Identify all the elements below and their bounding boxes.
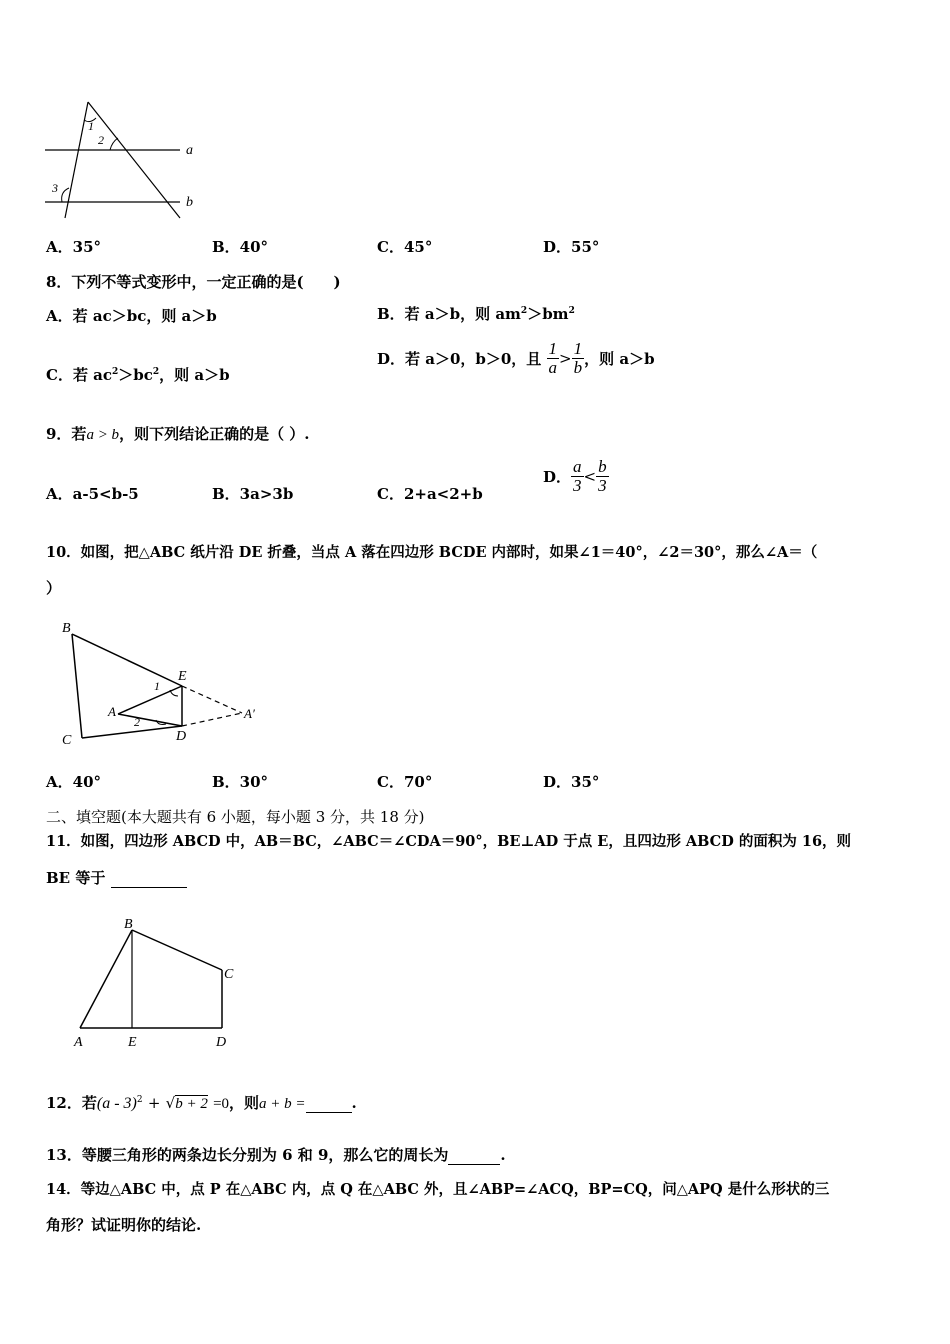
- q9-stem: [46, 423, 310, 444]
- q12-expr-sq: 2: [136, 1095, 143, 1105]
- q9-option-c: C．2+a<2+b: [377, 485, 483, 503]
- q12-answer-blank[interactable]: [306, 1094, 352, 1113]
- q8-d-fraction-1: [547, 340, 560, 377]
- q13-post: .: [500, 1146, 506, 1164]
- q9-option-d: [543, 458, 609, 495]
- label-3: 3: [52, 181, 58, 195]
- q11-line1: 11．如图，四边形 ABCD 中，AB＝BC，∠ABC＝∠CDA＝90°，BE⊥AD 于点 E，且四边形 ABCD 的面积为 16，则: [46, 833, 852, 850]
- q8-c-mid: ＞bc: [118, 366, 153, 384]
- side-be: [72, 634, 182, 686]
- label-a-prime: A′: [244, 706, 255, 721]
- side-ae: [118, 686, 182, 714]
- q8-option-a: A．若 ac＞bc，则 a＞b: [46, 307, 217, 325]
- q12-expr-sqrt: b + 2: [175, 1096, 208, 1112]
- q12-expr-a: (a - 3): [96, 1095, 137, 1112]
- q9-stem-pre: 9．若: [46, 425, 87, 443]
- q8-d-fraction-2: [572, 340, 585, 377]
- q8-c-sup2: 2: [152, 367, 160, 377]
- q13-text: 13．等腰三角形的两条边长分别为 6 和 9，那么它的周长为: [46, 1146, 449, 1164]
- frac-den: 3: [598, 476, 607, 495]
- q9-stem-post: ，则下列结论正确的是（ ）.: [119, 425, 310, 443]
- q8-d-gt: >: [559, 349, 572, 368]
- q12-expr-plus: +: [147, 1094, 161, 1112]
- label-c: C: [224, 967, 234, 982]
- label-2: 2: [98, 133, 104, 147]
- q7-option-d: D．55°: [543, 238, 600, 256]
- label-e: E: [128, 1035, 137, 1050]
- q8-c-sup1: 2: [112, 367, 119, 377]
- q10-option-c: C．70°: [377, 773, 433, 791]
- quadrilateral-figure: [66, 910, 246, 1052]
- label-e: E: [178, 669, 187, 684]
- q12-mid: ，则: [229, 1094, 260, 1112]
- transversal-left: [65, 102, 88, 218]
- label-a: A: [108, 704, 116, 719]
- q8-c-post: ，则 a＞b: [159, 366, 230, 384]
- side-ad: [118, 714, 182, 726]
- dashed-ea2: [182, 686, 242, 713]
- frac-den: b: [573, 358, 583, 377]
- q12-post: .: [351, 1094, 357, 1112]
- q9-stem-math: a > b: [86, 427, 120, 443]
- frac-den: 3: [573, 476, 582, 495]
- section-2-title: 二、填空题(本大题共有 6 小题，每小题 3 分，共 18 分): [46, 808, 425, 826]
- q11-line2: [46, 867, 187, 888]
- q9-d-fraction-1: [571, 458, 584, 495]
- parallel-lines-figure: [40, 96, 210, 224]
- side-bc: [72, 634, 82, 738]
- q9-option-a: A．a-5<b-5: [46, 485, 139, 503]
- frac-num: a: [573, 457, 582, 476]
- q8-option-b: [377, 303, 575, 324]
- q13-answer-blank[interactable]: [448, 1146, 500, 1165]
- q12-line: [46, 1092, 357, 1113]
- frac-num: 1: [573, 339, 583, 358]
- q7-option-b: B．40°: [212, 238, 269, 256]
- dashed-da2: [182, 713, 242, 726]
- q8-b-sup2: 2: [568, 306, 575, 316]
- frac-den: a: [548, 358, 558, 377]
- q14-line1: 14．等边△ABC 中，点 P 在△ABC 内，点 Q 在△ABC 外，且∠ABP=∠ACQ，BP=CQ，问△APQ 是什么形状的三: [46, 1181, 830, 1198]
- q11-answer-blank[interactable]: [111, 869, 187, 888]
- angle-2-arc: [110, 138, 118, 150]
- q10-stem-line1: 10．如图，把△ABC 纸片沿 DE 折叠，当点 A 落在四边形 BCDE 内部时，如果∠1＝40°，∠2＝30°，那么∠A＝（: [46, 544, 818, 561]
- sqrt-icon: √: [165, 1094, 176, 1112]
- q12-expr-eq: =0: [213, 1096, 230, 1112]
- q10-option-d: D．35°: [543, 773, 600, 791]
- q8-d-post: ，则 a＞b: [584, 350, 655, 368]
- q10-option-b: B．30°: [212, 773, 269, 791]
- label-b: b: [186, 195, 193, 210]
- q8-stem: 8．下列不等式变形中，一定正确的是( ): [46, 273, 341, 291]
- label-c: C: [62, 733, 72, 748]
- label-1: 1: [88, 119, 94, 133]
- folded-triangle-figure: [56, 616, 276, 750]
- q8-d-text: D．若 a＞0，b＞0，且: [377, 350, 542, 368]
- q8-c-text: C．若 ac: [46, 366, 113, 384]
- side-ab: [80, 930, 132, 1028]
- q11-line2-text: BE 等于: [46, 869, 106, 887]
- label-b: B: [62, 621, 71, 636]
- label-d: D: [216, 1035, 227, 1050]
- label-a: a: [186, 143, 193, 158]
- q8-b-sup1: 2: [520, 306, 528, 316]
- q7-option-c: C．45°: [377, 238, 433, 256]
- frac-num: 1: [548, 339, 558, 358]
- q12-expr-ab: a + b =: [259, 1096, 306, 1112]
- q8-option-d: [377, 340, 655, 377]
- q9-d-lt: <: [583, 467, 597, 486]
- q7-option-a: A．35°: [46, 238, 102, 256]
- q9-option-b: B．3a>3b: [212, 485, 294, 503]
- q8-b-text: B．若 a＞b，则 am: [377, 305, 521, 323]
- q9-d-fraction-2: [596, 458, 609, 495]
- label-2: 2: [134, 715, 140, 729]
- label-d: D: [176, 729, 187, 744]
- q10-option-a: A．40°: [46, 773, 102, 791]
- q13-line: [46, 1144, 506, 1165]
- label-a: A: [74, 1035, 83, 1050]
- q8-option-c: [46, 364, 230, 385]
- label-1: 1: [154, 679, 160, 693]
- q9-d-label: D．: [543, 468, 572, 486]
- q8-b-mid: ＞bm: [527, 305, 569, 323]
- side-bc: [132, 930, 222, 970]
- side-cd: [82, 726, 182, 738]
- label-b: B: [124, 917, 133, 932]
- q10-stem-line2: ）: [46, 579, 62, 597]
- frac-num: b: [598, 457, 607, 476]
- angle-3-arc: [62, 188, 69, 202]
- q12-pre: 12．若: [46, 1094, 97, 1112]
- transversal-right: [88, 102, 180, 218]
- q14-line2: 角形？试证明你的结论.: [46, 1216, 202, 1234]
